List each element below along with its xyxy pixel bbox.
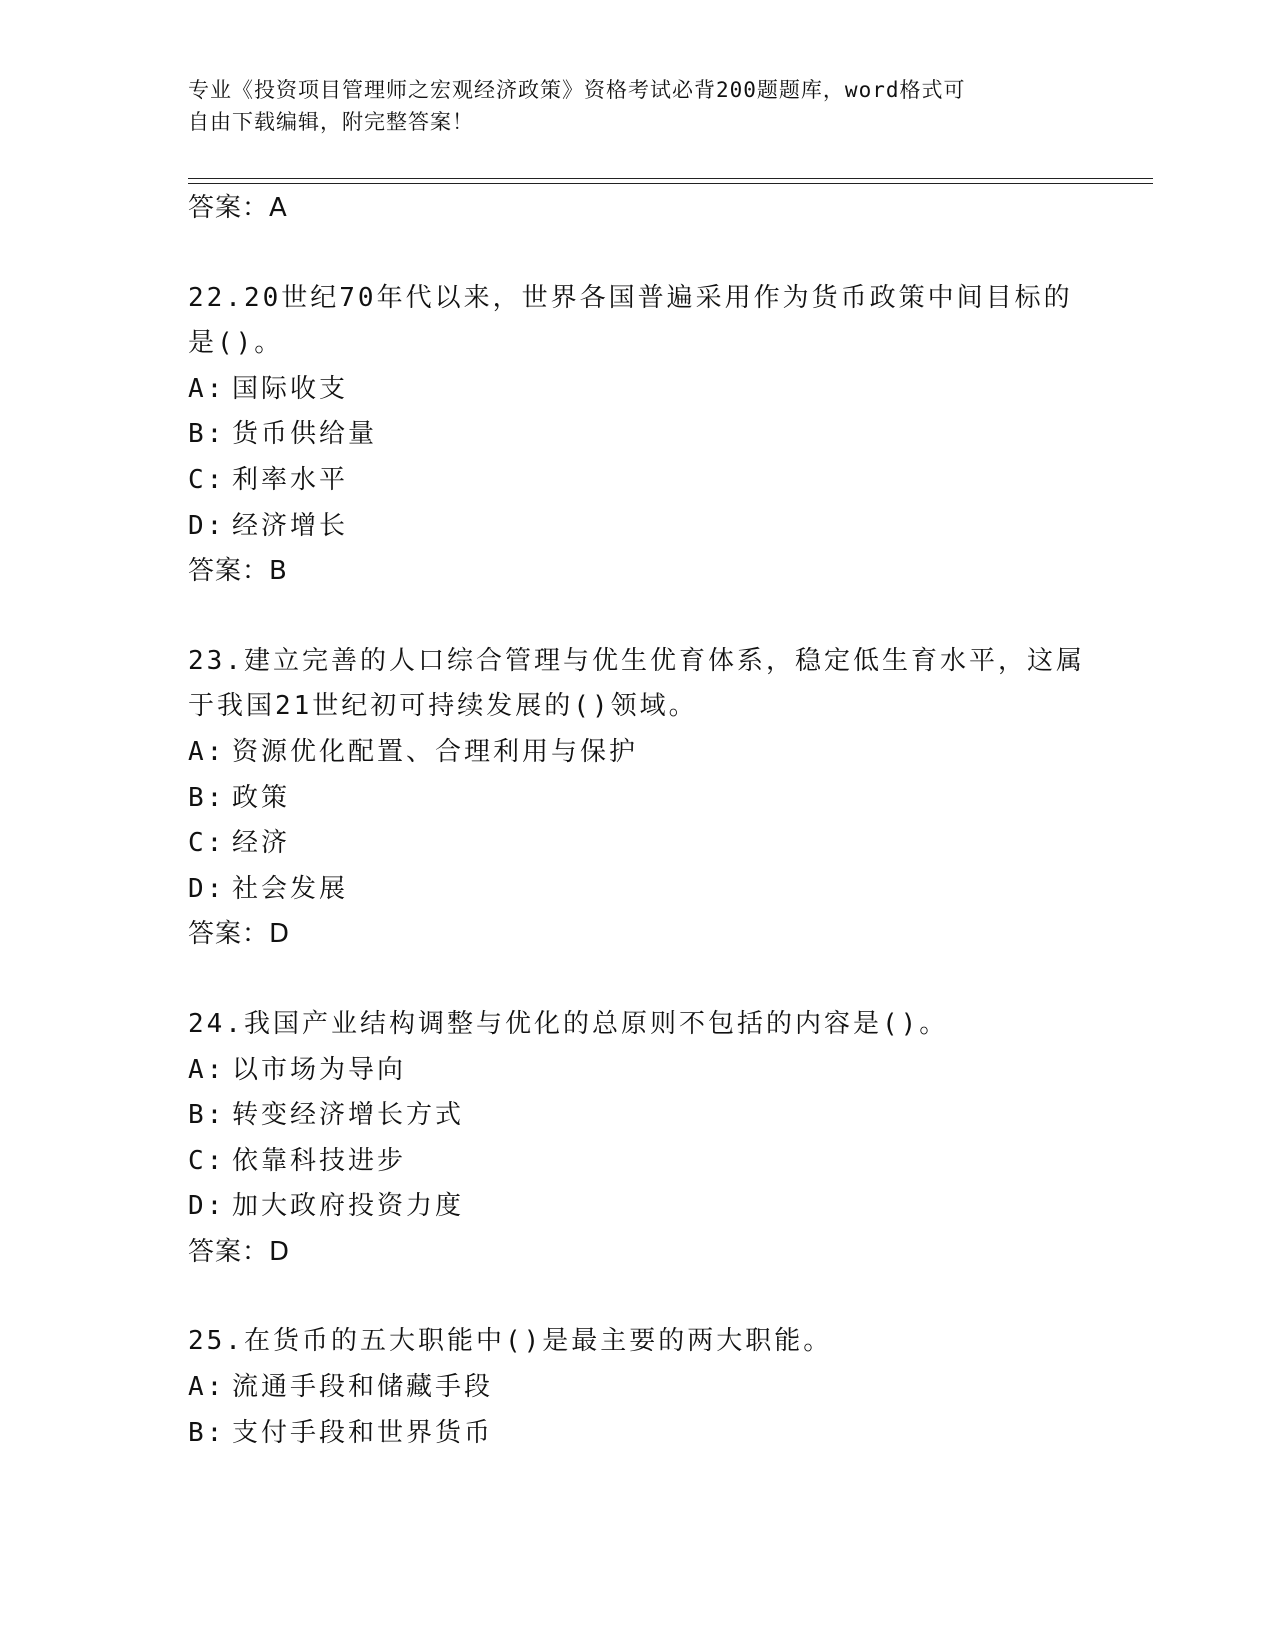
question-23 — [188, 639, 1138, 958]
answer-label: 答案： — [188, 919, 270, 950]
option-key: D: — [188, 1191, 226, 1222]
answer-line — [188, 912, 1138, 958]
option-text: 依靠科技进步 — [232, 1145, 407, 1176]
answer-value: D — [269, 1236, 291, 1267]
option-a — [188, 1048, 1138, 1094]
header-line-2: 自由下载编辑，附完整答案！ — [188, 110, 474, 134]
answer-value: A — [269, 193, 288, 223]
option-b — [188, 412, 1138, 458]
option-key: C: — [188, 1145, 226, 1176]
option-key: B: — [188, 1417, 226, 1448]
answer-line — [188, 186, 1138, 232]
option-text: 流通手段和储藏手段 — [232, 1372, 494, 1403]
option-d — [188, 1184, 1138, 1230]
option-text: 转变经济增长方式 — [232, 1100, 465, 1131]
option-text: 资源优化配置、合理利用与保护 — [232, 736, 639, 767]
option-key: B: — [188, 782, 226, 813]
option-key: D: — [188, 510, 226, 541]
answer-value: D — [269, 919, 291, 950]
option-text: 国际收支 — [232, 373, 349, 404]
question-list — [188, 186, 1138, 1456]
option-b — [188, 1093, 1138, 1139]
option-key: A: — [188, 736, 226, 767]
question-stem-continued: 于我国21世纪初可持续发展的()领域。 — [188, 691, 698, 722]
answer-line — [188, 1230, 1138, 1276]
option-key: B: — [188, 1100, 226, 1131]
option-a — [188, 730, 1138, 776]
option-c — [188, 458, 1138, 504]
option-a — [188, 367, 1138, 413]
document-header — [188, 74, 1068, 138]
option-text: 支付手段和世界货币 — [232, 1417, 494, 1448]
option-key: C: — [188, 464, 226, 495]
header-rule-bottom — [188, 183, 1153, 184]
answer-label: 答案： — [188, 556, 270, 587]
option-b — [188, 1411, 1138, 1457]
option-c — [188, 821, 1138, 867]
answer-line — [188, 549, 1138, 595]
question-25 — [188, 1319, 1138, 1456]
header-rule-top — [188, 178, 1153, 179]
option-text: 利率水平 — [232, 464, 349, 495]
option-a — [188, 1365, 1138, 1411]
option-c — [188, 1139, 1138, 1185]
answer-label: 答案： — [188, 1236, 270, 1267]
option-text: 经济增长 — [232, 510, 349, 541]
option-key: C: — [188, 828, 226, 859]
question-stem: 25.在货币的五大职能中()是最主要的两大职能。 — [188, 1326, 833, 1357]
question-stem: 23.建立完善的人口综合管理与优生优育体系，稳定低生育水平，这属 — [188, 645, 1085, 676]
option-text: 社会发展 — [232, 873, 349, 904]
question-24 — [188, 1002, 1138, 1276]
question-stem: 22.20世纪70年代以来，世界各国普遍采用作为货币政策中间目标的 — [188, 282, 1073, 313]
option-d — [188, 867, 1138, 913]
question-stem: 24.我国产业结构调整与优化的总原则不包括的内容是()。 — [188, 1008, 949, 1039]
option-d — [188, 504, 1138, 550]
option-text: 经济 — [232, 828, 291, 859]
option-key: A: — [188, 1372, 226, 1403]
option-text: 以市场为导向 — [232, 1054, 407, 1085]
header-line-1: 专业《投资项目管理师之宏观经济政策》资格考试必背200题题库，word格式可 — [188, 78, 966, 102]
option-key: A: — [188, 1054, 226, 1085]
option-key: B: — [188, 419, 226, 450]
option-key: A: — [188, 373, 226, 404]
option-text: 加大政府投资力度 — [232, 1191, 465, 1222]
option-key: D: — [188, 873, 226, 904]
answer-label: 答案： — [188, 193, 270, 223]
question-22 — [188, 276, 1138, 595]
option-b — [188, 776, 1138, 822]
question-stem-continued: 是()。 — [188, 328, 284, 359]
option-text: 货币供给量 — [232, 419, 378, 450]
answer-value: B — [269, 556, 288, 587]
option-text: 政策 — [232, 782, 291, 813]
